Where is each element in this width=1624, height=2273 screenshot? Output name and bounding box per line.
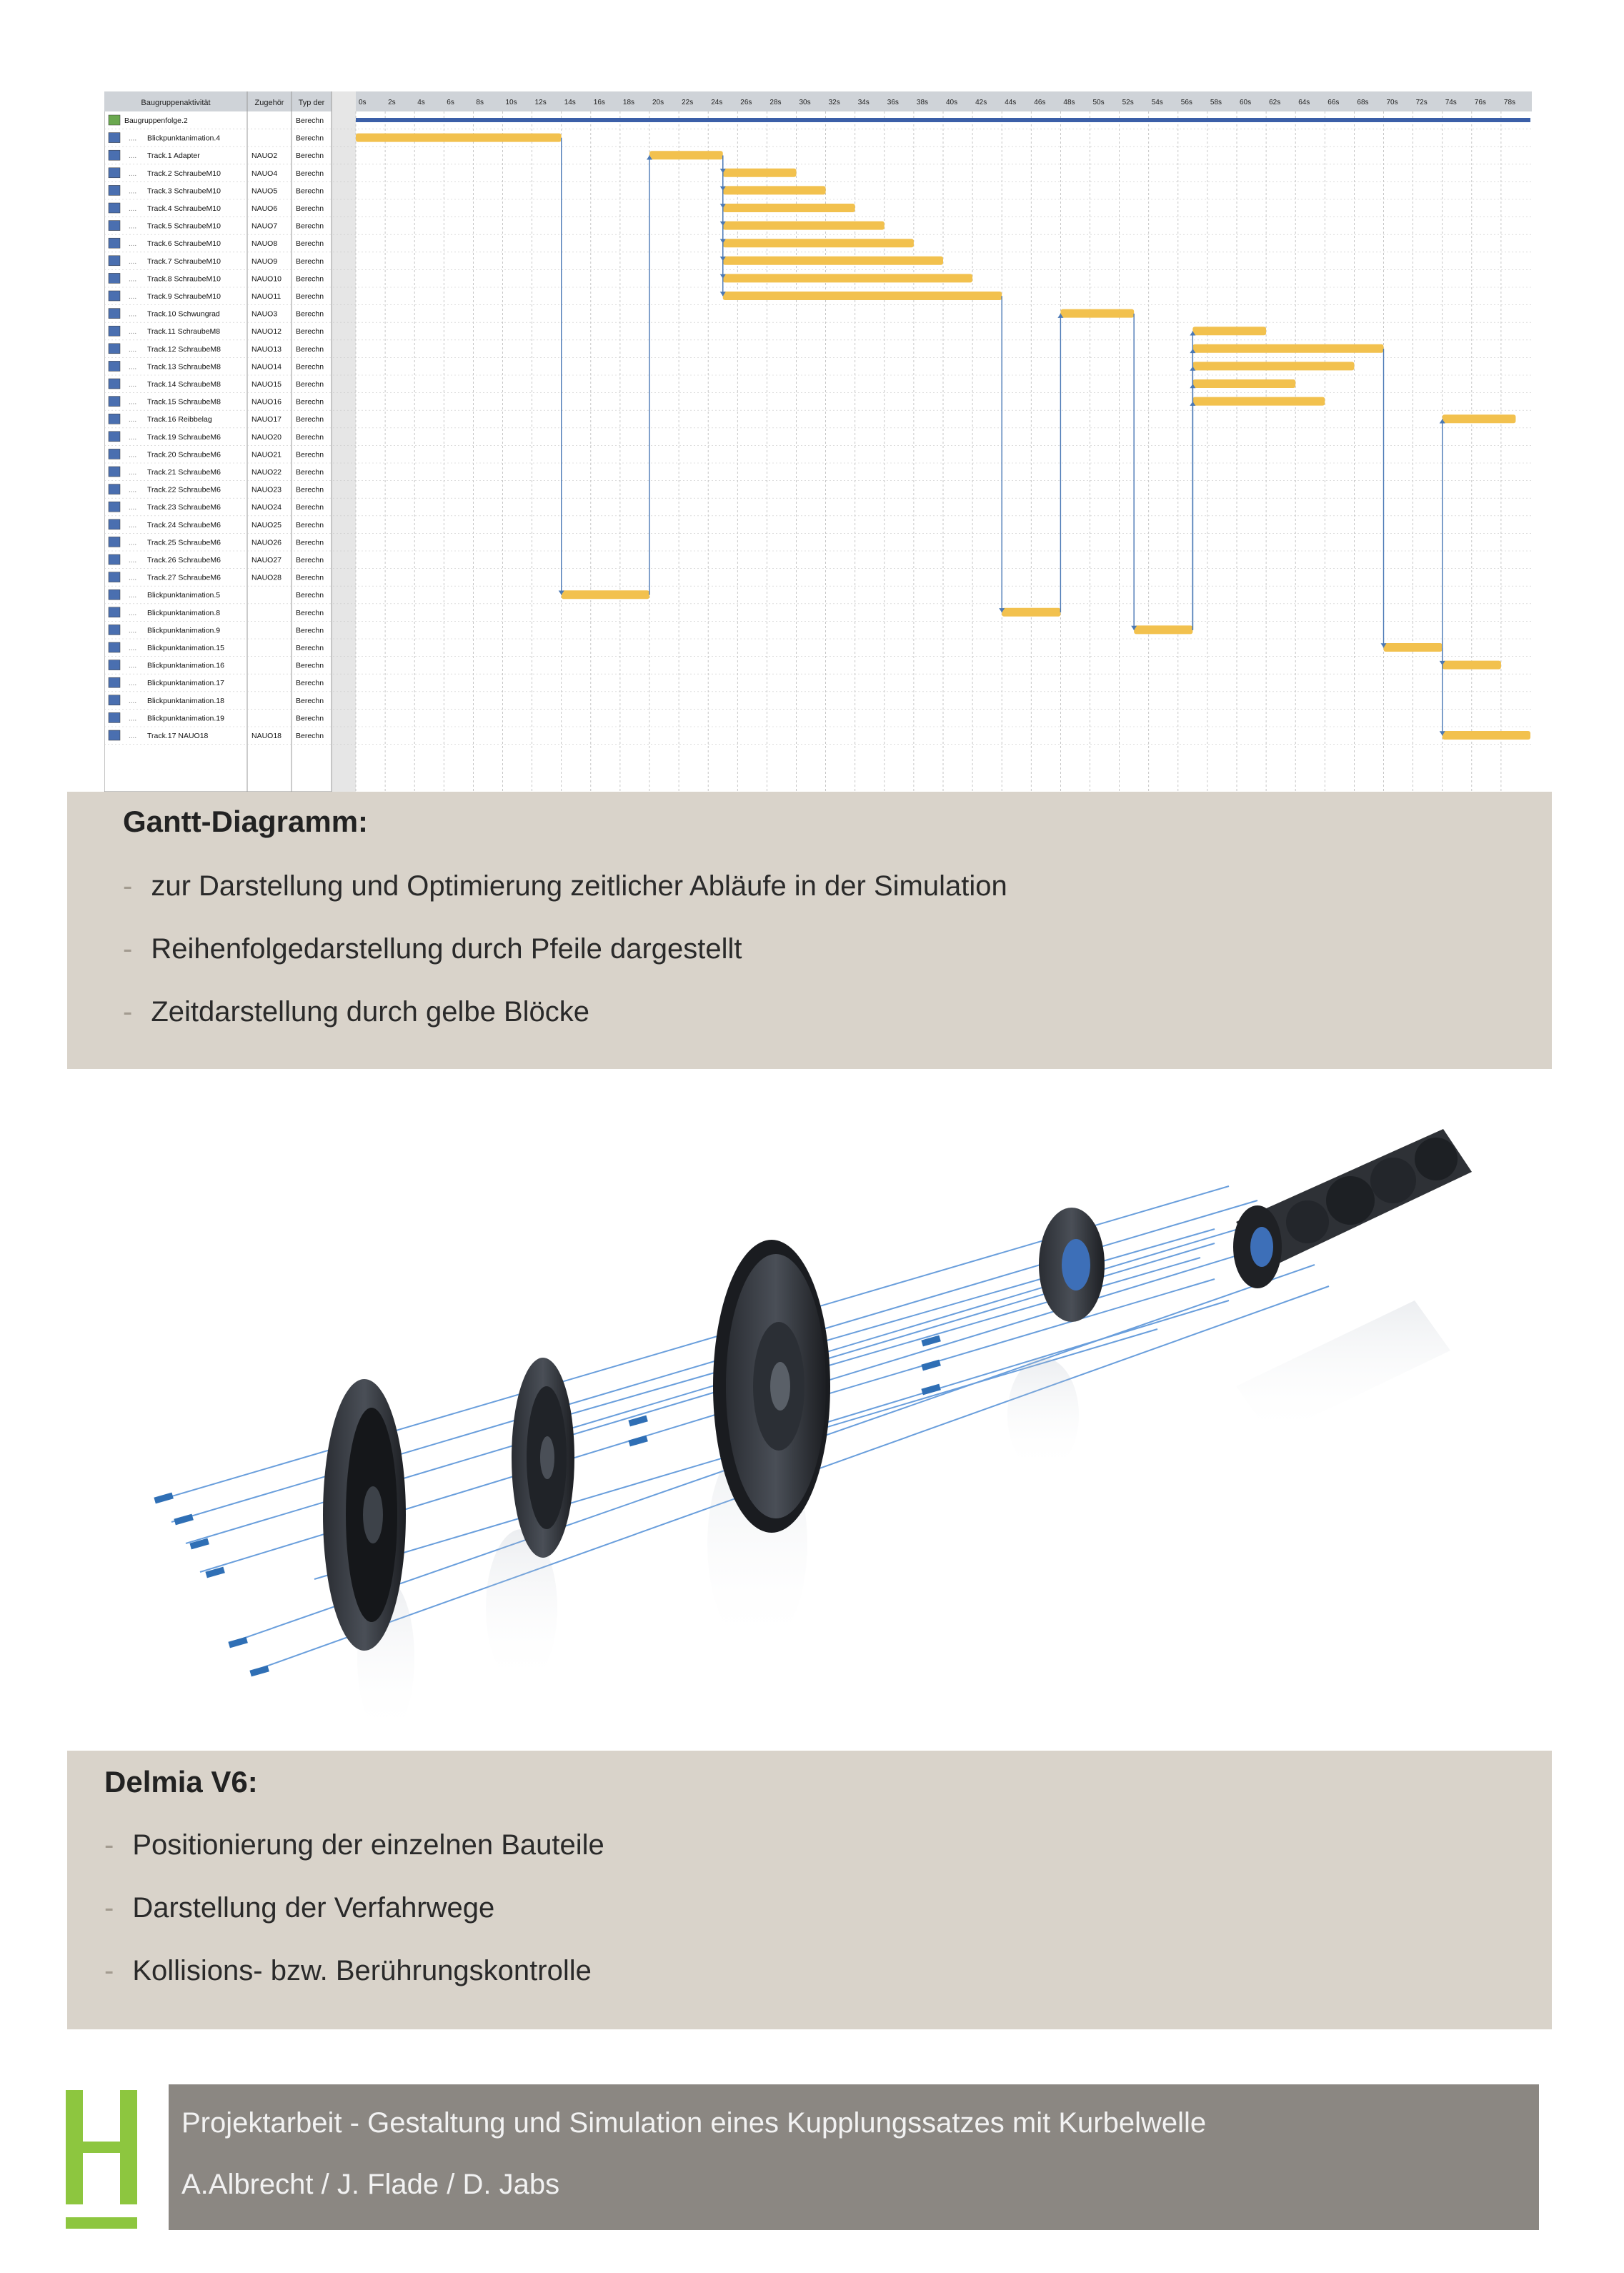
tick-label: 64s xyxy=(1298,99,1310,106)
gantt-chart xyxy=(104,91,1532,792)
gantt-bar xyxy=(1384,643,1443,652)
row-typ: Berechn xyxy=(296,169,324,178)
tick-label: 2s xyxy=(388,99,396,106)
gantt-bar xyxy=(1134,625,1192,634)
tick-label: 36s xyxy=(887,99,899,106)
row-tree-dots: .... xyxy=(129,328,137,337)
row-zugehoer: NAUO5 xyxy=(251,186,278,196)
row-activity-name: Track.2 SchraubeM10 xyxy=(147,169,221,178)
row-zugehoer: NAUO14 xyxy=(251,362,282,372)
row-tree-dots: .... xyxy=(129,574,137,582)
row-tree-dots: .... xyxy=(129,275,137,284)
row-tree-dots: .... xyxy=(129,257,137,266)
row-activity-name: Track.9 SchraubeM10 xyxy=(147,292,221,301)
tick-label: 76s xyxy=(1474,99,1486,106)
row-icon xyxy=(109,115,120,125)
row-zugehoer: NAUO15 xyxy=(251,380,282,389)
row-icon xyxy=(109,291,120,301)
row-icon xyxy=(109,695,120,705)
row-activity-name: Track.26 SchraubeM6 xyxy=(147,556,221,564)
gantt-bar xyxy=(356,134,562,142)
row-zugehoer: NAUO4 xyxy=(251,169,278,178)
tick-label: 46s xyxy=(1034,99,1046,106)
row-typ: Berechn xyxy=(296,432,324,442)
row-typ: Berechn xyxy=(296,397,324,407)
bullet-dash: - xyxy=(104,1892,114,1924)
tick-label: 72s xyxy=(1415,99,1428,106)
tick-label: 52s xyxy=(1122,99,1134,106)
gantt-bar xyxy=(649,151,723,159)
row-activity-name: Blickpunktanimation.15 xyxy=(147,644,224,652)
gantt-bar xyxy=(1443,731,1530,740)
delmia-bullet-1 xyxy=(104,1829,604,1861)
row-tree-dots: .... xyxy=(129,310,137,319)
row-tree-dots: .... xyxy=(129,205,137,213)
clutch-disc xyxy=(512,1358,574,1558)
gantt-bar xyxy=(562,590,649,599)
row-tree-dots: .... xyxy=(129,451,137,459)
row-tree-dots: .... xyxy=(129,539,137,547)
row-typ: Berechn xyxy=(296,344,324,354)
row-zugehoer: NAUO20 xyxy=(251,432,282,442)
row-icon xyxy=(109,712,120,722)
row-typ: Berechn xyxy=(296,520,324,529)
row-typ: Berechn xyxy=(296,151,324,161)
delmia-bullet-text: Kollisions- bzw. Berührungskontrolle xyxy=(132,1955,592,1986)
row-icon xyxy=(109,554,120,564)
row-icon xyxy=(109,590,120,600)
gantt-bullet-text: Reihenfolgedarstellung durch Pfeile dargestellt xyxy=(151,933,742,965)
tick-label: 38s xyxy=(916,99,929,106)
gantt-bar xyxy=(1443,414,1516,423)
gantt-bar xyxy=(1060,309,1134,318)
row-typ: Berechn xyxy=(296,292,324,301)
tick-label: 6s xyxy=(447,99,454,106)
row-tree-dots: .... xyxy=(129,134,137,143)
row-activity-name: Track.14 SchraubeM8 xyxy=(147,380,221,389)
row-activity-name: Track.24 SchraubeM6 xyxy=(147,520,221,529)
gantt-bar xyxy=(723,222,885,230)
row-tree-dots: .... xyxy=(129,609,137,617)
tick-label: 78s xyxy=(1503,99,1516,106)
row-zugehoer: NAUO28 xyxy=(251,573,282,582)
row-typ: Berechn xyxy=(296,222,324,231)
row-zugehoer: NAUO2 xyxy=(251,151,278,161)
row-activity-name: Track.8 SchraubeM10 xyxy=(147,274,221,284)
row-icon xyxy=(109,133,120,143)
row-typ: Berechn xyxy=(296,468,324,477)
row-tree-dots: .... xyxy=(129,381,137,389)
row-typ: Berechn xyxy=(296,503,324,512)
row-icon xyxy=(109,273,120,283)
gantt-bar xyxy=(723,204,855,212)
gantt-description-panel xyxy=(67,792,1552,1069)
row-typ: Berechn xyxy=(296,450,324,459)
tick-label: 18s xyxy=(622,99,635,106)
row-activity-name: Blickpunktanimation.16 xyxy=(147,661,224,670)
delmia-bullet-text: Darstellung der Verfahrwege xyxy=(132,1892,495,1924)
row-tree-dots: .... xyxy=(129,732,137,740)
tick-label: 34s xyxy=(857,99,870,106)
footer-authors: A.Albrecht / J. Flade / D. Jabs xyxy=(181,2169,560,2200)
row-typ: Berechn xyxy=(296,732,324,740)
row-icon xyxy=(109,519,120,529)
gantt-bar xyxy=(723,257,943,265)
row-zugehoer: NAUO21 xyxy=(251,450,282,459)
gantt-bar xyxy=(1002,608,1060,617)
row-activity-name: Blickpunktanimation.5 xyxy=(147,591,221,600)
row-typ: Berechn xyxy=(296,714,324,723)
tick-label: 16s xyxy=(593,99,605,106)
row-activity-name: Blickpunktanimation.18 xyxy=(147,696,224,705)
tick-label: 68s xyxy=(1357,99,1369,106)
tick-label: 66s xyxy=(1327,99,1340,106)
row-tree-dots: .... xyxy=(129,187,137,196)
row-tree-dots: .... xyxy=(129,557,137,564)
tick-label: 8s xyxy=(476,99,484,106)
gantt-bar xyxy=(1192,362,1354,370)
row-tree-dots: .... xyxy=(129,697,137,705)
row-icon xyxy=(109,397,120,407)
delmia-description-panel xyxy=(67,1751,1552,2029)
row-activity-name: Track.17 NAUO18 xyxy=(147,732,209,740)
gantt-bullet-text: zur Darstellung und Optimierung zeitlicher Abläufe in der Simulation xyxy=(151,870,1007,902)
row-activity-name: Track.5 SchraubeM10 xyxy=(147,222,221,231)
row-tree-dots: .... xyxy=(129,240,137,249)
row-icon xyxy=(109,203,120,213)
tick-label: 26s xyxy=(740,99,752,106)
row-icon xyxy=(109,467,120,477)
row-typ: Berechn xyxy=(296,116,324,125)
row-icon xyxy=(109,185,120,195)
gantt-bar xyxy=(723,169,797,177)
row-tree-dots: .... xyxy=(129,592,137,600)
row-activity-name: Track.21 SchraubeM6 xyxy=(147,468,221,477)
tick-label: 54s xyxy=(1151,99,1163,106)
row-icon xyxy=(109,414,120,424)
footer-bar xyxy=(169,2084,1539,2230)
row-typ: Berechn xyxy=(296,696,324,705)
row-activity-name: Track.27 SchraubeM6 xyxy=(147,573,221,582)
row-icon xyxy=(109,168,120,178)
tick-label: 56s xyxy=(1180,99,1192,106)
row-tree-dots: .... xyxy=(129,469,137,477)
tick-label: 24s xyxy=(711,99,723,106)
row-typ: Berechn xyxy=(296,327,324,337)
row-icon xyxy=(109,256,120,266)
logo-cross-bar xyxy=(66,2142,137,2153)
row-typ: Berechn xyxy=(296,626,324,635)
delmia-bullet-3 xyxy=(104,1955,592,1987)
row-icon xyxy=(109,309,120,319)
tick-label: 44s xyxy=(1005,99,1017,106)
row-zugehoer: NAUO23 xyxy=(251,485,282,494)
tick-label: 32s xyxy=(828,99,840,106)
row-activity-name: Track.12 SchraubeM8 xyxy=(147,344,221,354)
tick-label: 10s xyxy=(505,99,517,106)
row-zugehoer: NAUO17 xyxy=(251,415,282,424)
bullet-dash: - xyxy=(104,1829,114,1861)
row-tree-dots: .... xyxy=(129,627,137,635)
row-icon xyxy=(109,502,120,512)
gantt-splitter xyxy=(332,91,356,792)
gantt-bullet-1 xyxy=(123,870,1007,902)
row-icon xyxy=(109,238,120,248)
row-typ: Berechn xyxy=(296,485,324,494)
row-icon xyxy=(109,625,120,635)
row-tree-dots: .... xyxy=(129,169,137,178)
logo-underline xyxy=(66,2217,137,2229)
row-icon xyxy=(109,150,120,160)
row-typ: Berechn xyxy=(296,309,324,319)
row-zugehoer: NAUO8 xyxy=(251,239,278,249)
row-activity-name: Track.10 Schwungrad xyxy=(147,309,220,319)
row-tree-dots: .... xyxy=(129,152,137,161)
crankshaft xyxy=(1233,1129,1472,1288)
row-typ: Berechn xyxy=(296,415,324,424)
row-icon xyxy=(109,326,120,336)
row-activity-name: Blickpunktanimation.8 xyxy=(147,608,221,617)
row-activity-name: Track.3 SchraubeM10 xyxy=(147,186,221,196)
row-activity-name: Track.19 SchraubeM6 xyxy=(147,432,221,442)
row-icon xyxy=(109,449,120,459)
tick-label: 70s xyxy=(1386,99,1398,106)
row-tree-dots: .... xyxy=(129,345,137,354)
row-icon xyxy=(109,677,120,687)
h-logo xyxy=(66,2090,137,2233)
row-typ: Berechn xyxy=(296,608,324,617)
bullet-dash: - xyxy=(123,996,133,1028)
row-activity-name: Track.20 SchraubeM6 xyxy=(147,450,221,459)
tick-label: 62s xyxy=(1269,99,1281,106)
gantt-bar xyxy=(723,239,914,247)
row-activity-name: Blickpunktanimation.17 xyxy=(147,679,224,688)
row-activity-name: Track.15 SchraubeM8 xyxy=(147,397,221,407)
row-tree-dots: .... xyxy=(129,486,137,494)
row-tree-dots: .... xyxy=(129,504,137,512)
row-typ: Berechn xyxy=(296,134,324,143)
row-typ: Berechn xyxy=(296,556,324,564)
tick-label: 22s xyxy=(682,99,694,106)
row-typ: Berechn xyxy=(296,274,324,284)
tick-label: 42s xyxy=(975,99,987,106)
row-tree-dots: .... xyxy=(129,521,137,529)
row-activity-name: Baugruppenfolge.2 xyxy=(124,116,188,125)
row-activity-name: Track.6 SchraubeM10 xyxy=(147,239,221,249)
row-typ: Berechn xyxy=(296,204,324,213)
row-typ: Berechn xyxy=(296,573,324,582)
header-col-zugehoer: Zugehör xyxy=(254,99,284,107)
row-icon xyxy=(109,607,120,617)
gantt-bullet-text: Zeitdarstellung durch gelbe Blöcke xyxy=(151,996,590,1028)
row-zugehoer: NAUO10 xyxy=(251,274,282,284)
row-zugehoer: NAUO25 xyxy=(251,520,282,529)
row-activity-name: Track.1 Adapter xyxy=(147,151,200,161)
row-activity-name: Track.11 SchraubeM8 xyxy=(147,327,221,337)
gantt-bar xyxy=(1443,661,1501,670)
row-icon xyxy=(109,730,120,740)
row-typ: Berechn xyxy=(296,661,324,670)
bullet-dash: - xyxy=(123,870,133,902)
tick-label: 30s xyxy=(799,99,811,106)
row-tree-dots: .... xyxy=(129,645,137,652)
row-icon xyxy=(109,537,120,547)
exploded-assembly-illustration xyxy=(143,1115,1536,1744)
row-zugehoer: NAUO13 xyxy=(251,344,282,354)
tick-label: 12s xyxy=(534,99,547,106)
row-zugehoer: NAUO18 xyxy=(251,732,282,740)
row-tree-dots: .... xyxy=(129,680,137,688)
row-zugehoer: NAUO7 xyxy=(251,222,278,231)
row-zugehoer: NAUO11 xyxy=(251,292,282,301)
row-activity-name: Blickpunktanimation.4 xyxy=(147,134,221,143)
gantt-bar xyxy=(723,186,826,194)
tick-label: 74s xyxy=(1445,99,1457,106)
row-activity-name: Track.4 SchraubeM10 xyxy=(147,204,221,213)
footer-project-title: Projektarbeit - Gestaltung und Simulation eines Kupplungssatzes mit Kurbelwelle xyxy=(181,2107,1207,2139)
delmia-bullet-text: Positionierung der einzelnen Bauteile xyxy=(132,1829,604,1861)
row-icon xyxy=(109,379,120,389)
gantt-section-title: Gantt-Diagramm: xyxy=(123,805,369,838)
row-activity-name: Track.7 SchraubeM10 xyxy=(147,257,221,266)
tick-label: 60s xyxy=(1240,99,1252,106)
header-col-activity: Baugruppenaktivität xyxy=(141,99,211,107)
gantt-svg xyxy=(104,91,1532,792)
tick-label: 28s xyxy=(769,99,782,106)
row-tree-dots: .... xyxy=(129,416,137,424)
row-icon xyxy=(109,361,120,371)
row-icon xyxy=(109,221,120,231)
tick-label: 14s xyxy=(564,99,576,106)
row-icon xyxy=(109,642,120,652)
row-typ: Berechn xyxy=(296,186,324,196)
row-tree-dots: .... xyxy=(129,398,137,407)
row-zugehoer: NAUO9 xyxy=(251,257,278,266)
row-activity-name: Track.13 SchraubeM8 xyxy=(147,362,221,372)
row-tree-dots: .... xyxy=(129,662,137,670)
row-activity-name: Blickpunktanimation.19 xyxy=(147,714,224,723)
gantt-bar xyxy=(1192,344,1383,353)
gantt-bar xyxy=(1192,397,1325,406)
tick-label: 20s xyxy=(652,99,664,106)
row-icon xyxy=(109,572,120,582)
row-icon xyxy=(109,432,120,442)
gantt-bar xyxy=(723,292,1002,300)
gantt-bar xyxy=(1192,379,1295,388)
pressure-plate xyxy=(323,1379,406,1651)
row-zugehoer: NAUO22 xyxy=(251,468,282,477)
row-icon xyxy=(109,484,120,494)
row-activity-name: Blickpunktanimation.9 xyxy=(147,626,221,635)
row-tree-dots: .... xyxy=(129,363,137,372)
tick-label: 0s xyxy=(359,99,367,106)
row-activity-name: Track.23 SchraubeM6 xyxy=(147,503,221,512)
row-typ: Berechn xyxy=(296,380,324,389)
row-activity-name: Track.25 SchraubeM6 xyxy=(147,538,221,547)
row-typ: Berechn xyxy=(296,591,324,600)
gantt-bar xyxy=(1192,327,1266,335)
row-activity-name: Track.16 Reibbelag xyxy=(147,415,212,424)
gantt-bullet-2 xyxy=(123,933,742,965)
row-zugehoer: NAUO12 xyxy=(251,327,282,337)
tick-label: 58s xyxy=(1210,99,1222,106)
row-zugehoer: NAUO6 xyxy=(251,204,278,213)
row-icon xyxy=(109,344,120,354)
row-tree-dots: .... xyxy=(129,715,137,723)
row-zugehoer: NAUO16 xyxy=(251,397,282,407)
row-zugehoer: NAUO27 xyxy=(251,556,282,564)
tick-label: 4s xyxy=(417,99,425,106)
delmia-section-title: Delmia V6: xyxy=(104,1765,258,1799)
bullet-dash: - xyxy=(123,933,133,965)
row-zugehoer: NAUO3 xyxy=(251,309,278,319)
row-tree-dots: .... xyxy=(129,293,137,301)
bullet-dash: - xyxy=(104,1955,114,1986)
row-typ: Berechn xyxy=(296,679,324,688)
adapter-hub xyxy=(1039,1208,1105,1322)
row-typ: Berechn xyxy=(296,362,324,372)
row-activity-name: Track.22 SchraubeM6 xyxy=(147,485,221,494)
gantt-bar xyxy=(723,274,972,282)
row-icon xyxy=(109,660,120,670)
delmia-bullet-2 xyxy=(104,1892,494,1924)
row-typ: Berechn xyxy=(296,538,324,547)
row-zugehoer: NAUO24 xyxy=(251,503,282,512)
tick-label: 50s xyxy=(1092,99,1105,106)
row-zugehoer: NAUO26 xyxy=(251,538,282,547)
flywheel xyxy=(713,1240,830,1533)
row-typ: Berechn xyxy=(296,644,324,652)
gantt-summary-bar xyxy=(356,118,1530,122)
row-tree-dots: .... xyxy=(129,222,137,231)
row-typ: Berechn xyxy=(296,239,324,249)
header-col-typ: Typ der xyxy=(298,99,325,107)
gantt-bullet-3 xyxy=(123,996,589,1028)
tick-label: 48s xyxy=(1063,99,1075,106)
tick-label: 40s xyxy=(946,99,958,106)
row-tree-dots: .... xyxy=(129,433,137,442)
row-typ: Berechn xyxy=(296,257,324,266)
